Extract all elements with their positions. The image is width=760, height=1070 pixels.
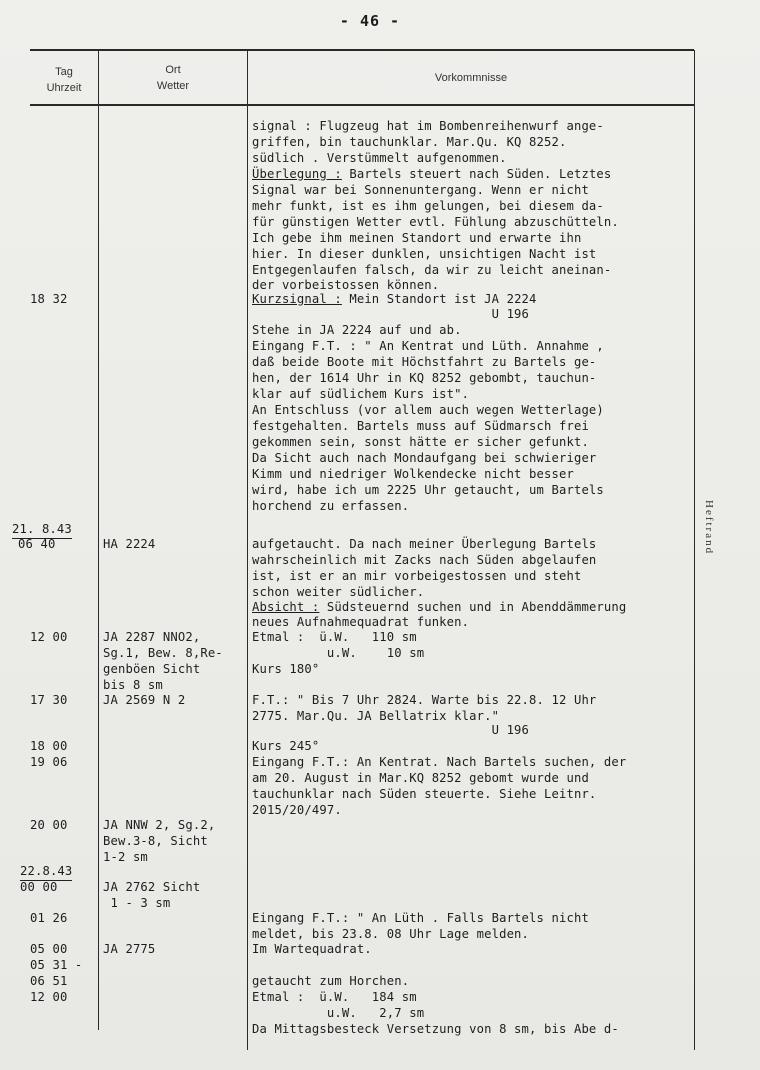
entry-time: 12 00 <box>30 990 68 1004</box>
event-line: daß beide Boote mit Höchstfahrt zu Bartels ge- <box>252 355 597 369</box>
event-line: wahrscheinlich mit Zacks nach Süden abgelaufen <box>252 553 597 567</box>
event-line: 2015/20/497. <box>252 803 342 817</box>
event-keyword: Überlegung : <box>252 167 342 181</box>
event-line: ist, ist er an mir vorbeigestossen und steht <box>252 569 582 583</box>
header-wetter-label: Wetter <box>156 80 190 92</box>
event-line: wird, habe ich um 2225 Uhr getaucht, um Bartels <box>252 483 604 497</box>
event-line: Da Sicht auch nach Mondaufgang bei schwieriger <box>252 451 597 465</box>
right-border <box>694 50 695 1050</box>
event-line: getaucht zum Horchen. <box>252 974 410 988</box>
event-line: signal : Flugzeug hat im Bombenreihenwurf ange- <box>252 119 604 133</box>
entry-time: 20 00 <box>30 818 68 832</box>
event-line: südlich . Verstümmelt aufgenommen. <box>252 151 507 165</box>
entry-time: 01 26 <box>30 911 68 925</box>
event-line: am 20. August in Mar.KQ 8252 gebomt wurde und <box>252 771 589 785</box>
header-uhrzeit-label: Uhrzeit <box>46 82 82 94</box>
event-line: tauchunklar nach Süden steuerte. Siehe Leitnr. <box>252 787 597 801</box>
event-line: mehr funkt, ist es ihm gelungen, bei diesem da- <box>252 199 604 213</box>
event-keyword: Absicht : <box>252 600 320 614</box>
entry-place: JA 2775 <box>103 942 156 956</box>
header-ort-label: Ort <box>165 64 181 76</box>
entry-place: 1 - 3 sm <box>103 896 171 910</box>
event-line: Ich gebe ihm meinen Standort und erwarte ihn <box>252 231 582 245</box>
entry-time: 00 00 <box>20 880 58 894</box>
entry-time: 05 31 - <box>30 958 83 972</box>
event-line: schon weiter südlicher. <box>252 585 425 599</box>
event-line: neues Aufnahmequadrat funken. <box>252 615 470 629</box>
entry-date: 21. 8.43 <box>12 521 72 539</box>
event-line: Entgegenlaufen falsch, da wir zu leicht aneinan- <box>252 263 612 277</box>
margin-label-heftrand: Heftrand <box>703 500 715 556</box>
event-line: Da Mittagsbesteck Versetzung von 8 sm, bis Abe d- <box>252 1022 619 1036</box>
event-line: Kurs 245° <box>252 739 320 753</box>
event-line: An Entschluss (vor allem auch wegen Wetterlage) <box>252 403 604 417</box>
entry-place: JA 2287 NNO2, <box>103 630 201 644</box>
event-line: der vorbeistossen können. <box>252 278 440 292</box>
entry-place: genböen Sicht <box>103 662 201 676</box>
event-line: U 196 <box>252 307 530 321</box>
entry-date: 22.8.43 <box>20 863 72 881</box>
table-top-rule <box>30 49 694 51</box>
entry-time: 19 06 <box>30 755 68 769</box>
event-line: aufgetaucht. Da nach meiner Überlegung Bartels <box>252 537 597 551</box>
event-line: Eingang F.T.: An Kentrat. Nach Bartels suchen, der <box>252 755 627 769</box>
entry-place: Bew.3-8, Sicht <box>103 834 208 848</box>
event-line: Eingang F.T.: " An Lüth . Falls Bartels nicht <box>252 911 589 925</box>
event-line: Etmal : ü.W. 110 sm <box>252 630 417 644</box>
event-line: Kimm und niedriger Wolkendecke nicht besser <box>252 467 574 481</box>
entry-place: 1-2 sm <box>103 850 148 864</box>
event-keyword: Kurzsignal : <box>252 292 342 306</box>
event-line: hier. In dieser dunklen, unsichtigen Nacht ist <box>252 247 597 261</box>
event-line: Kurs 180° <box>252 662 320 676</box>
event-line: horchend zu erfassen. <box>252 499 410 513</box>
event-line: F.T.: " Bis 7 Uhr 2824. Warte bis 22.8. 12 Uhr <box>252 693 597 707</box>
header-tag-label: Tag <box>55 66 73 78</box>
entry-time: 06 40 <box>18 537 56 551</box>
entry-place: JA 2569 N 2 <box>103 693 186 707</box>
column-divider-1 <box>98 50 99 1030</box>
entry-place: bis 8 sm <box>103 678 163 692</box>
header-tag <box>30 64 98 96</box>
event-line: u.W. 2,7 sm <box>252 1006 425 1020</box>
entry-time: 12 00 <box>30 630 68 644</box>
event-line: u.W. 10 sm <box>252 646 425 660</box>
event-line: Stehe in JA 2224 auf und ab. <box>252 323 462 337</box>
event-line: griffen, bin tauchunklar. Mar.Qu. KQ 8252. <box>252 135 567 149</box>
event-line: für günstigen Wetter evtl. Fühlung abzuschütteln. <box>252 215 619 229</box>
event-line: festgehalten. Bartels muss auf Südmarsch frei <box>252 419 589 433</box>
event-line: hen, der 1614 Uhr in KQ 8252 gebombt, tauchun- <box>252 371 597 385</box>
entry-place: JA 2762 Sicht <box>103 880 201 894</box>
event-line: meldet, bis 23.8. 08 Uhr Lage melden. <box>252 927 530 941</box>
header-bottom-rule <box>30 104 694 106</box>
entry-place: JA NNW 2, Sg.2, <box>103 818 216 832</box>
entry-time: 05 00 <box>30 942 68 956</box>
event-line: Absicht : Südsteuernd suchen und in Abenddämmerung <box>252 600 627 614</box>
event-line: gekommen sein, sonst hätte er sicher gefunkt. <box>252 435 589 449</box>
page-number: - 46 - <box>339 12 401 30</box>
entry-place: HA 2224 <box>103 537 156 551</box>
event-line: Im Wartequadrat. <box>252 942 372 956</box>
event-line: Signal war bei Sonnenuntergang. Wenn er nicht <box>252 183 589 197</box>
header-vorkommnisse-label: Vorkommnisse <box>434 72 508 84</box>
event-line: U 196 <box>252 723 530 737</box>
entry-place: Sg.1, Bew. 8,Re- <box>103 646 223 660</box>
event-line: Kurzsignal : Mein Standort ist JA 2224 <box>252 292 537 306</box>
header-vorkommnisse <box>248 70 694 86</box>
header-ort <box>99 62 247 94</box>
entry-time: 06 51 <box>30 974 68 988</box>
entry-time: 18 32 <box>30 292 68 306</box>
event-line: Eingang F.T. : " An Kentrat und Lüth. Annahme , <box>252 339 604 353</box>
entry-time: 17 30 <box>30 693 68 707</box>
column-divider-2 <box>247 50 248 1050</box>
event-line: Etmal : ü.W. 184 sm <box>252 990 417 1004</box>
event-line: 2775. Mar.Qu. JA Bellatrix klar." <box>252 709 500 723</box>
entry-time: 18 00 <box>30 739 68 753</box>
event-line: Überlegung : Bartels steuert nach Süden. Letztes <box>252 167 612 181</box>
event-line: klar auf südlichem Kurs ist". <box>252 387 470 401</box>
